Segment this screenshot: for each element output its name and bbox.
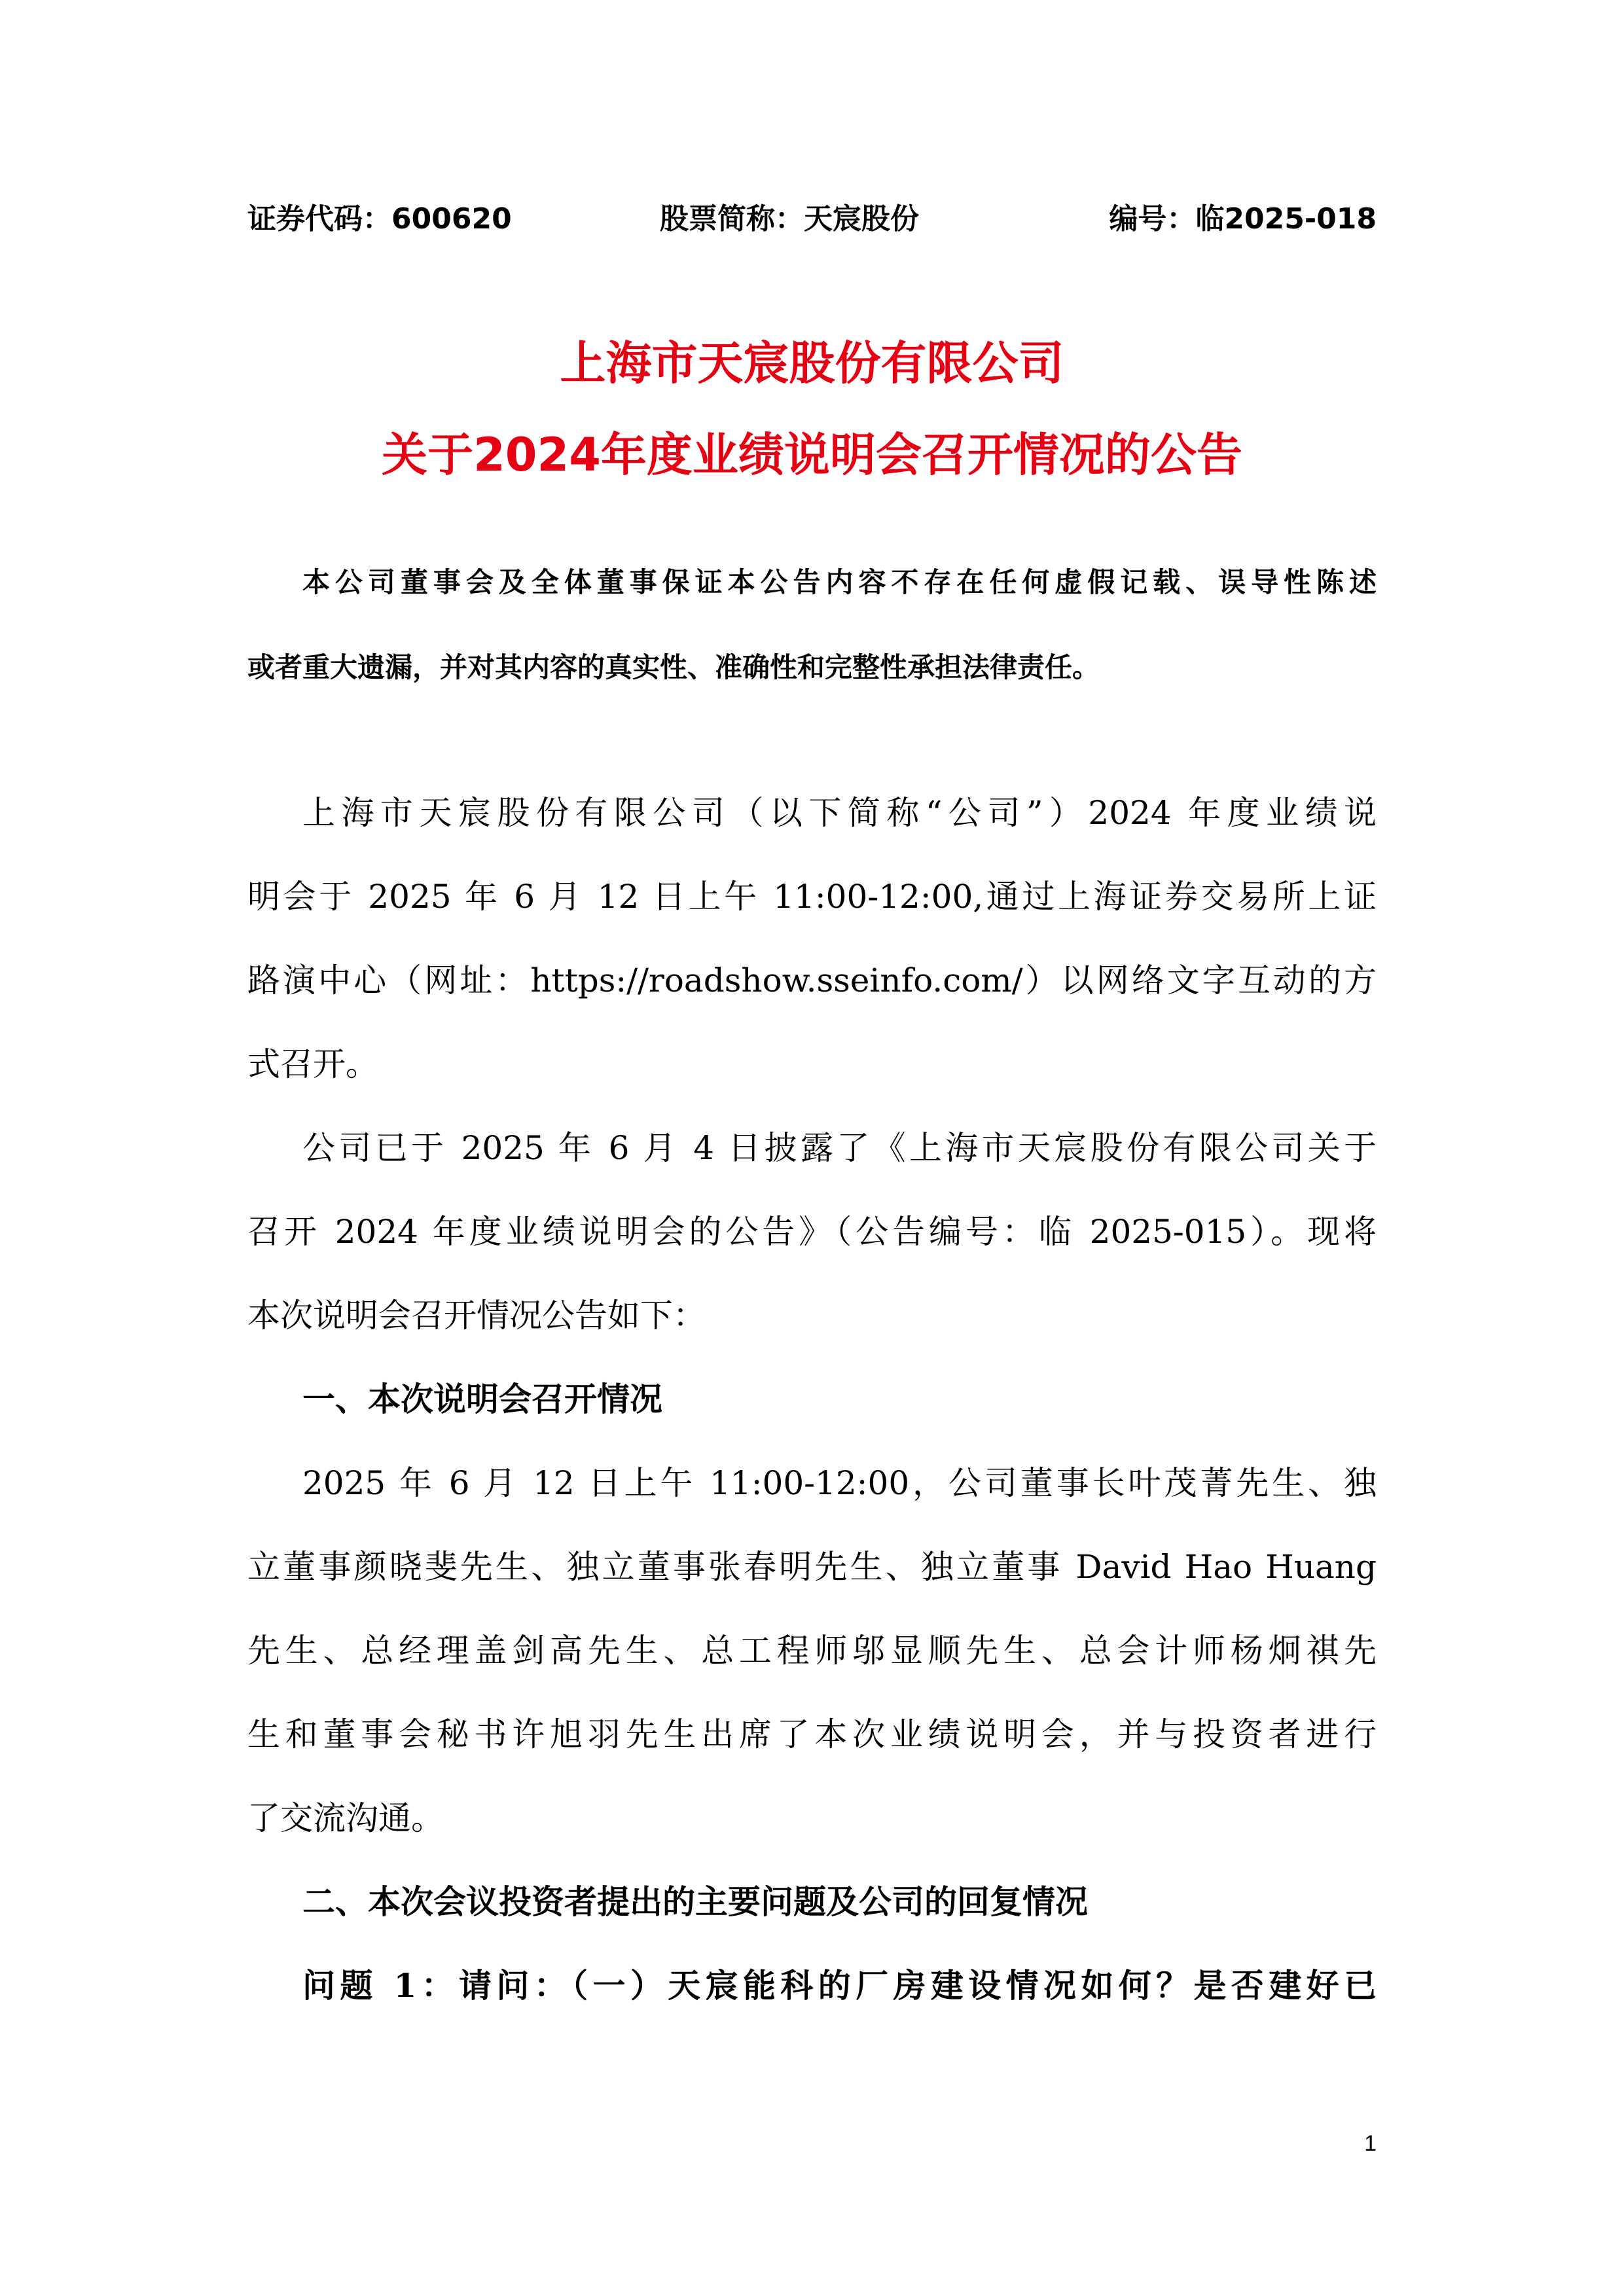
question-1: 问题 1：请问：（一）天宸能科的厂房建设情况如何？是否建好已 <box>302 1966 1377 2005</box>
section-1-line-5: 了交流沟通。 <box>247 1799 444 1837</box>
section-1-line-2: 立董事颜晓斐先生、独立董事张春明先生、独立董事 David Hao Huang <box>247 1548 1377 1586</box>
paragraph-1-line-2: 明会于 2025 年 6 月 12 日上午 11:00-12:00,通过上海证券交易所上证 <box>247 878 1377 916</box>
section-1-line-1: 2025 年 6 月 12 日上午 11:00-12:00，公司董事长叶茂菁先生、独 <box>302 1464 1377 1502</box>
document-number: 编号：临2025-018 <box>1109 202 1377 236</box>
section-1-heading: 一、本次说明会召开情况 <box>302 1380 662 1418</box>
document-header <box>247 190 1377 249</box>
section-1-line-3: 先生、总经理盖剑高先生、总工程师邬显顺先生、总会计师杨炯祺先 <box>247 1632 1377 1670</box>
page-number: 1 <box>1364 2131 1377 2156</box>
declaration-line-1: 本公司董事会及全体董事保证本公告内容不存在任何虚假记载、误导性陈述 <box>302 566 1377 598</box>
paragraph-2-line-3: 本次说明会召开情况公告如下： <box>247 1297 706 1335</box>
declaration-line-2: 或者重大遗漏，并对其内容的真实性、准确性和完整性承担法律责任。 <box>247 651 1100 683</box>
paragraph-2-line-1: 公司已于 2025 年 6 月 4 日披露了《上海市天宸股份有限公司关于 <box>302 1129 1377 1167</box>
paragraph-1-line-4: 式召开。 <box>247 1045 378 1083</box>
title-company: 上海市天宸股份有限公司 <box>560 336 1064 390</box>
section-1-line-4: 生和董事会秘书许旭羽先生出席了本次业绩说明会，并与投资者进行 <box>247 1715 1377 1753</box>
paragraph-1-line-1: 上海市天宸股份有限公司（以下简称“公司”）2024 年度业绩说 <box>302 794 1377 832</box>
paragraph-2-line-2: 召开 2024 年度业绩说明会的公告》（公告编号：临 2025-015）。现将 <box>247 1213 1377 1251</box>
paragraph-1-line-3: 路演中心（网址：https://roadshow.sseinfo.com/）以网络文字互动的方 <box>247 961 1377 999</box>
stock-code: 证券代码：600620 <box>247 202 512 236</box>
title-subject: 关于2024年度业绩说明会召开情况的公告 <box>382 428 1242 482</box>
stock-name: 股票简称：天宸股份 <box>660 202 919 236</box>
section-2-heading: 二、本次会议投资者提出的主要问题及公司的回复情况 <box>302 1883 1088 1921</box>
